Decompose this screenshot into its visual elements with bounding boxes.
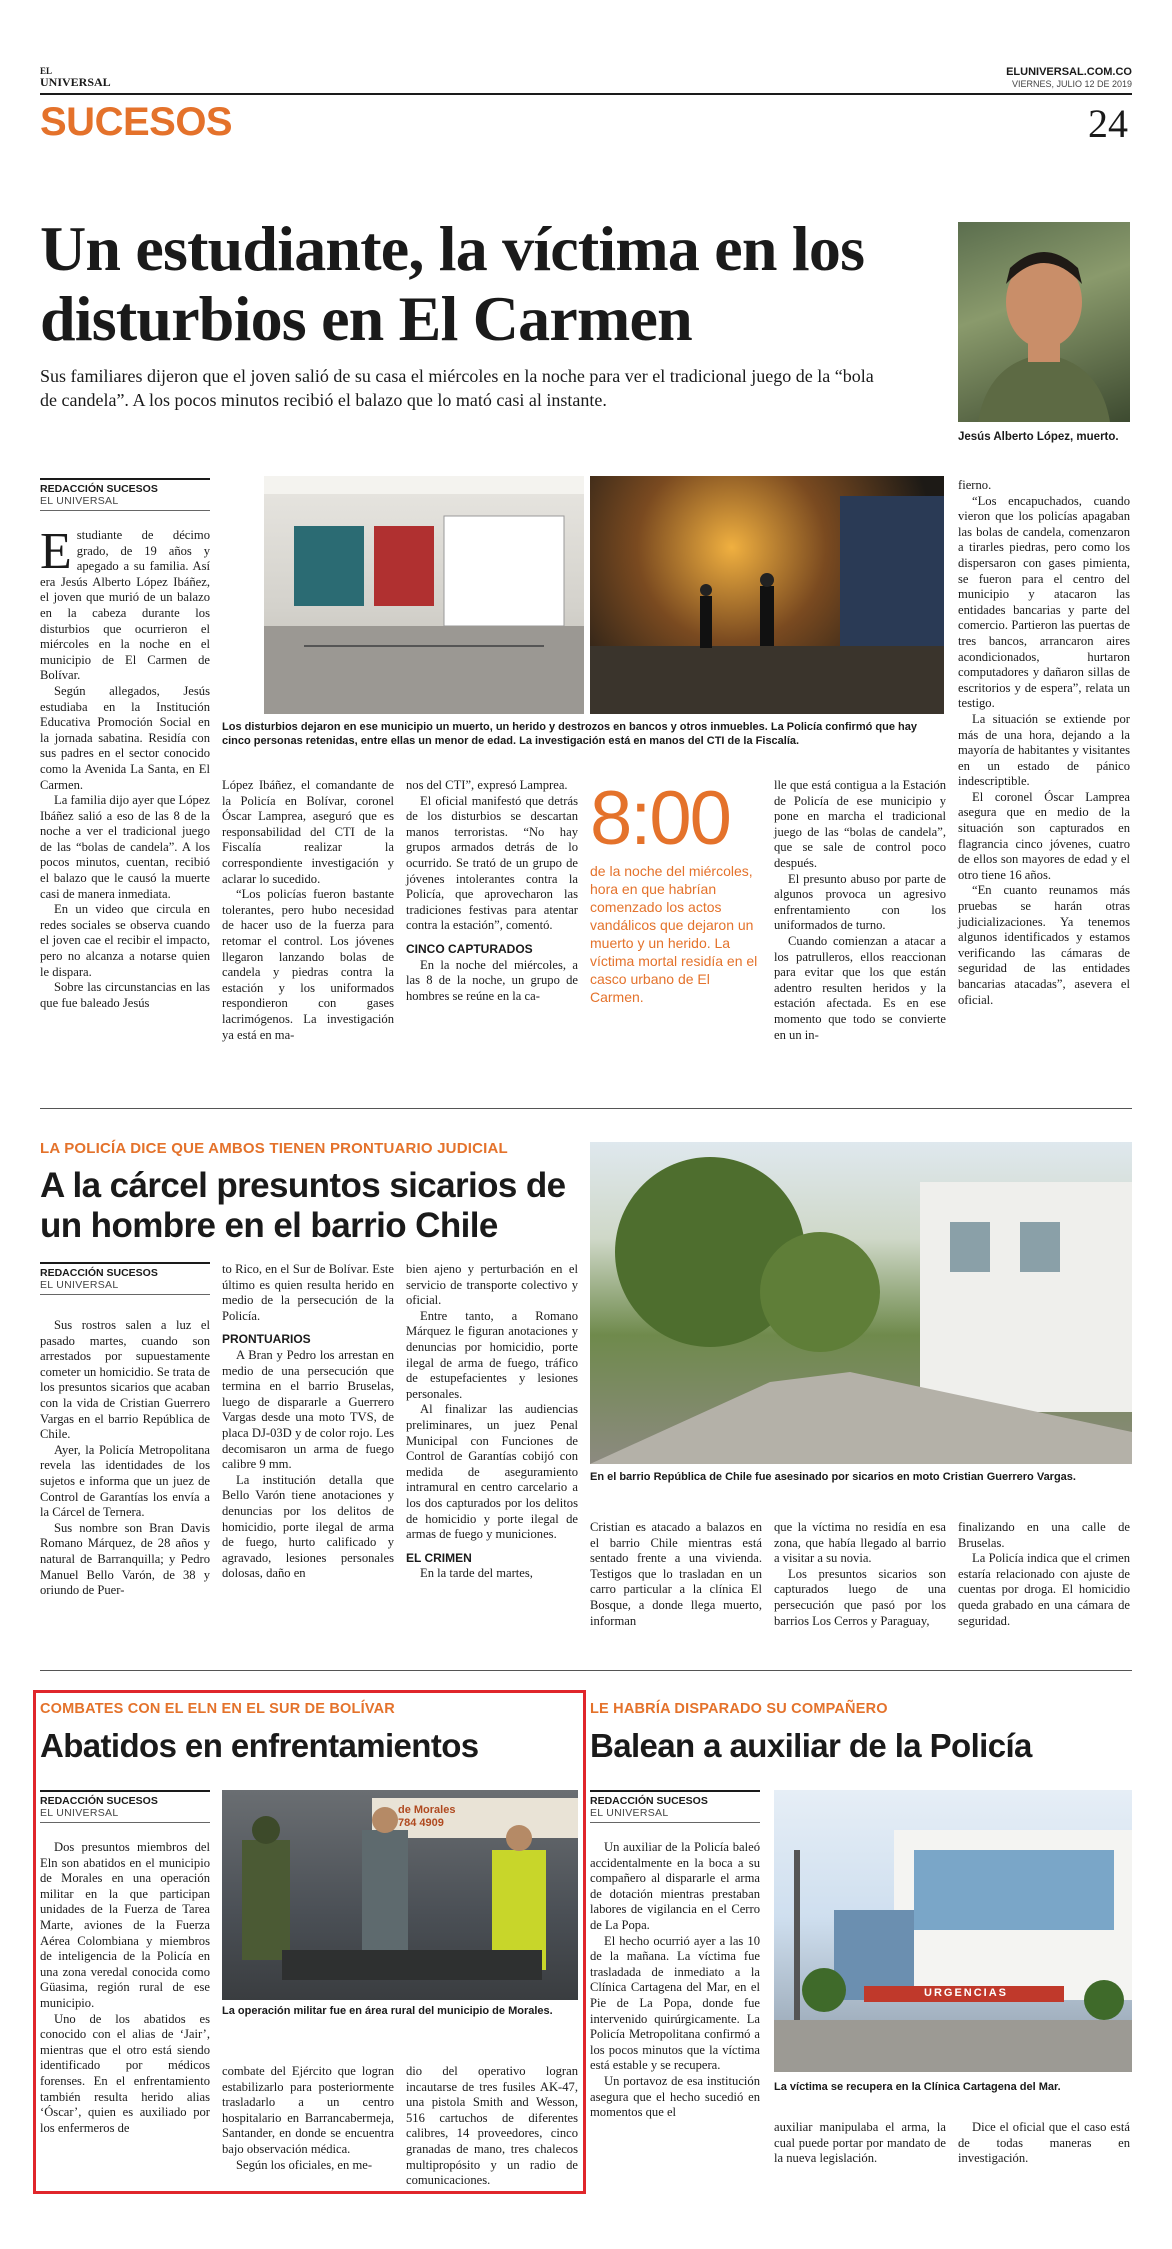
second-col3-p4: En la tarde del martes, xyxy=(420,1566,533,1581)
fourth-column-2 xyxy=(774,2120,946,2167)
military-operation-photo xyxy=(222,1790,578,2000)
second-column-6 xyxy=(958,1520,1130,1629)
lead-col5-p1: lle que está contigua a la Estación de Policía de ese municipio y pone en marcha el tradicional juego de las “bolas de candela”, que se sale de control poco después. xyxy=(774,778,946,870)
street-night-photo xyxy=(590,476,944,714)
lead-headline: Un estudiante, la víctima en los disturbios en El Carmen xyxy=(40,213,865,354)
dropcap: E xyxy=(40,523,72,580)
byline-outlet: EL UNIVERSAL xyxy=(40,495,210,511)
fourth-col2-p1: auxiliar manipulaba el arma, la cual puede portar por mandato de la nueva legislación. xyxy=(774,2120,946,2166)
second-col2-p2: A Bran y Pedro los arrestan en medio de una persecución que termina en el barrio Bruselas, luego de dispararle a Guerrero Vargas desde una moto TVS, de placa DJ-03D y de color rojo. Les decomisaron un arma de fuego calibre 9 mm. xyxy=(222,1347,394,1472)
lead-photo-caption: Los disturbios dejaron en ese municipio un muerto, un herido y destrozos en bancos y otros inmuebles. La Policía confirmó que hay cinco personas retenidas, entre ellas un menor de edad. La investigación está en manos del CTI de la Fiscalía. xyxy=(222,721,917,747)
street-night-illustration xyxy=(590,476,944,714)
portrait-photo xyxy=(958,222,1130,422)
lead-column-6 xyxy=(958,478,1130,1008)
lead-column-3 xyxy=(406,778,578,1004)
second-column-1 xyxy=(40,1318,210,1599)
lead-col5-p2: El presunto abuso por parte de algunos provoca un agresivo enfrentamiento con los uniformados de turno. xyxy=(774,871,946,933)
barrio-chile-illustration xyxy=(590,1142,1132,1464)
second-byline xyxy=(40,1262,210,1295)
stat-number: 8:00 xyxy=(590,776,730,861)
section-title: SUCESOS xyxy=(40,100,233,144)
fourth-col1-p1: Un auxiliar de la Policía baleó accidentalmente en la boca a su compañero al dispararle el arma de dotación mientras prestaban labores de vigilancia en el Cerro de La Popa. xyxy=(590,1840,760,1932)
third-kicker: COMBATES CON EL ELN EN EL SUR DE BOLÍVAR xyxy=(40,1701,395,1717)
lead-col1-p1: studiante de décimo grado, de 19 años y apegado a su familia. Así era Jesús Alberto López Ibáñez, el joven que murió de un balazo en la cabeza durante los disturbios que ocurrieron el miércoles en la noche en el municipio de El Carmen de Bolívar. xyxy=(40,528,210,683)
clinic-illustration xyxy=(774,1790,1132,2072)
third-col3-p1: dio del operativo logran incautarse de tres fusiles AK-47, una pistola Smith and Wesson, 516 cartuchos de diferentes calibres, 14 proveedores, cinco granadas de mano, tres chalecos multipropósito y un radio de comunicaciones. xyxy=(406,2064,578,2188)
site-url: ELUNIVERSAL.COM.CO xyxy=(1006,66,1132,78)
sign-line-2: 784 4909 xyxy=(398,1817,444,1829)
third-headline: Abatidos en enfrentamientos xyxy=(40,1727,479,1764)
second-column-5 xyxy=(774,1520,946,1629)
page-number: 24 xyxy=(1088,101,1128,146)
fourth-col3-p1: Dice el oficial que el caso está de todas maneras en investigación. xyxy=(958,2120,1130,2166)
lead-col5-p3: Cuando comienzan a atacar a los patrulleros, ellos reaccionan para evitar que los que están adentro resulten heridos y la estación afectada. Es en ese momento que todo se convierte en un in- xyxy=(774,933,946,1042)
logo xyxy=(40,66,111,88)
portrait-caption: Jesús Alberto López, muerto. xyxy=(958,431,1119,443)
byline-name: REDACCIÓN SUCESOS xyxy=(590,1795,708,1807)
lead-col2-p1: López Ibáñez, el comandante de la Policía en Bolívar, coronel Óscar Lamprea, aseguró que es responsabilidad del CTI de la Fiscalía realizar la correspondiente investigación y aclarar lo sucedido. xyxy=(222,778,394,886)
second-col1-p2: Ayer, la Policía Metropolitana revela las identidades de los sujetos e informa que un juez de Control de Garantías los envía a la Cárcel de Ternera. xyxy=(40,1442,210,1520)
byline-outlet: EL UNIVERSAL xyxy=(40,1279,210,1295)
photo-sign-text xyxy=(398,1804,455,1830)
fourth-photo-caption: La víctima se recupera en la Clínica Cartagena del Mar. xyxy=(774,2081,1061,2093)
bank-interior-illustration xyxy=(264,476,584,714)
clinic-photo xyxy=(774,1790,1132,2072)
second-col4-p1: Cristian es atacado a balazos en el barrio Chile mientras está sentado frente a una vivienda. Testigos que lo trasladan en un carro particular a la clínica El Bosque, a donde llega muerto, informan xyxy=(590,1520,762,1628)
stat-text: de la noche del miércoles, hora en que habrían comenzado los actos vandálicos que dejaron un muerto y un herido. La víctima mortal residía en el casco urbano de El Carmen. xyxy=(590,863,758,1005)
lead-column-2 xyxy=(222,778,394,1043)
second-col5-p1: que la víctima no residía en esa zona, que había llegado al barrio a visitar a su novia. xyxy=(774,1520,946,1566)
stat-callout xyxy=(590,776,758,1006)
lead-col6-p1: fierno. xyxy=(958,478,992,492)
third-col1-p1: Dos presuntos miembros del Eln son abatidos en el municipio de Morales en una operación militar en la que participan unidades de la Fuerza de Tarea Marte, aviones de la Fuerza Aérea Colombiana y miembros de inteligencia de la Policía en una zona veredal conocida como Güasima, región rural de ese municipio. xyxy=(40,1840,210,2010)
third-column-2 xyxy=(222,2064,394,2173)
second-col2-heading: PRONTUARIOS xyxy=(222,1332,311,1347)
lead-col2-p2: “Los policías fueron bastante tolerantes, pero hubo necesidad de hacer uso de la fuerza para retomar el control. Los jóvenes llegaron lanzando bolas de candela y piedras contra la estación y los uniformados respondieron con gases lacrimógenos. La investigación ya está en ma- xyxy=(222,887,394,1042)
third-column-3 xyxy=(406,2064,578,2189)
second-column-4 xyxy=(590,1520,762,1629)
lead-column-5 xyxy=(774,778,946,1043)
lead-col1-p4: En un video que circula en redes sociales se observa cuando el joven cae el recibir el impacto, pero no alcanza a notarse quien le dispara. xyxy=(40,902,210,979)
second-headline: A la cárcel presuntos sicarios de un hombre en el barrio Chile xyxy=(40,1166,566,1245)
masthead-rule xyxy=(40,93,1132,95)
fourth-col1-p2: El hecho ocurrió ayer a las 10 de la mañana. La víctima fue trasladada de inmediato a la Clínica Cartagena del Mar, en el Pie de La Popa, donde fue intervenido quirúrgicamente. La Policía Metropolitana confirmó a los pocos minutos que la víctima está estable y se recupera. xyxy=(590,1933,760,2073)
fourth-byline xyxy=(590,1790,760,1823)
second-column-3 xyxy=(406,1262,578,1582)
byline-name: REDACCIÓN SUCESOS xyxy=(40,1795,158,1807)
fourth-col1-p3: Un portavoz de esa institución asegura que el hecho sucedió en momentos que el xyxy=(590,2073,760,2120)
masthead xyxy=(40,66,1132,156)
second-col6-p2: La Policía indica que el crimen estaría relacionado con ajuste de cuentas por droga. El homicidio queda grabado en una cámara de seguridad. xyxy=(958,1551,1130,1628)
section-divider-1 xyxy=(40,1108,1132,1109)
second-kicker: LA POLICÍA DICE QUE AMBOS TIENEN PRONTUARIO JUDICIAL xyxy=(40,1140,508,1157)
fourth-column-3 xyxy=(958,2120,1130,2167)
lead-col3-heading: CINCO CAPTURADOS xyxy=(406,941,533,956)
third-photo-caption: La operación militar fue en área rural del municipio de Morales. xyxy=(222,2005,553,2017)
second-col3-heading: EL CRIMEN xyxy=(406,1550,472,1565)
fourth-headline: Balean a auxiliar de la Policía xyxy=(590,1727,1032,1764)
lead-byline xyxy=(40,478,210,511)
lead-col6-p3: La situación se extiende por más de una hora, dejando a la mayoría de habitantes y visitantes en un estado de pánico indescriptible. xyxy=(958,711,1130,789)
lead-col1-p3: La familia dijo ayer que López Ibáñez salió a eso de las 8 de la noche a ver el tradicional juego de las “bolas de candela”. A los pocos minutos, cuentan, recibió el balazo que le causó la muerte casi de manera inmediata. xyxy=(40,793,210,901)
lead-deck: Sus familiares dijeron que el joven salió de su casa el miércoles en la noche para ver el tradicional juego de la “bola de candela”. A los pocos minutos recibió el balazo que lo mató casi al instante. xyxy=(40,366,874,410)
lead-col3-p2: El oficial manifestó que detrás de los disturbios se descartan manos terroristas. “No hay grupos armados detrás de lo ocurrido. Se trató de un grupo de jóvenes intolerantes contra la Policía, que aprovecharon las tradiciones festivas para atentar contra la estación”, comentó. xyxy=(406,793,578,933)
byline-outlet: EL UNIVERSAL xyxy=(40,1807,210,1823)
third-column-1 xyxy=(40,1840,210,2136)
issue-date: VIERNES, JULIO 12 DE 2019 xyxy=(1011,79,1132,89)
barrio-chile-photo xyxy=(590,1142,1132,1464)
byline-outlet: EL UNIVERSAL xyxy=(590,1807,760,1823)
lead-column-1 xyxy=(40,523,210,1011)
logo-line-2: UNIVERSAL xyxy=(40,75,111,89)
second-col2-p3: La institución detalla que Bello Varón tiene anotaciones y denuncias por los delitos de homicidio, porte ilegal de arma de fuego, hurto calificado y agravado, lesiones personales dolosas, daño en xyxy=(222,1472,394,1581)
portrait-illustration xyxy=(958,222,1130,422)
third-col1-p2: Uno de los abatidos es conocido con el alias de ‘Jair’, mientras que el otro está siendo identificado por médicos forenses. En el enfrentamiento también resulta herido alias ‘Óscar’, quien es auxiliado por los enfermeros de xyxy=(40,2011,210,2135)
lead-col3-p3: En la noche del miércoles, a las 8 de la noche, un grupo de hombres se reúne en la ca- xyxy=(406,957,578,1003)
third-col2-p1: combate del Ejército que logran estabilizarlo para posteriormente trasladarlo a un centro hospitalario en Barrancabermeja, Santander, en donde se encuentra bajo observación médica. xyxy=(222,2064,394,2156)
section-divider-2 xyxy=(40,1670,1132,1671)
lead-col6-p5: “En cuanto reunamos más pruebas se harán otras judicializaciones. Ya tenemos algunos identificados y estamos verificando las cámaras de seguridad de las entidades bancarias atacadas”, asevera el oficial. xyxy=(958,883,1130,1007)
byline-name: REDACCIÓN SUCESOS xyxy=(40,483,158,495)
second-col3-p1: bien ajeno y perturbación en el servicio de transporte colectivo y oficial. xyxy=(406,1262,578,1308)
fourth-column-1 xyxy=(590,1840,760,2121)
sign-line-1: de Morales xyxy=(398,1804,456,1816)
second-col2-p1: to Rico, en el Sur de Bolívar. Este último es quien resulta herido en medio de la persecución de la Policía. xyxy=(222,1262,394,1323)
bank-interior-photo xyxy=(264,476,584,714)
lead-col6-p4: El coronel Óscar Lamprea asegura que en medio de la situación son capturados en flagrancia cinco jóvenes, cuatro de ellos son mayores de edad y el otro tiene 16 años. xyxy=(958,789,1130,882)
lead-col6-p2: “Los encapuchados, cuando vieron que los policías apagaban las bolas de candela, comenzaron a tirarles piedras, pero como los dispersaron con gases pimienta, se fueron para el centro del municipio y atacaron las entidades bancarias y parte del comercio. Partieron las puertas de tres bancos, arrancaron aires acondicionados, hurtaron computadores y dañaron sillas de escritorios y de espera”, relata un testigo. xyxy=(958,493,1130,711)
second-column-2 xyxy=(222,1262,394,1582)
second-col5-p2: Los presuntos sicarios son capturados luego de una persecución que pasó por los barrios Los Cerros y Paraguay, xyxy=(774,1566,946,1628)
lead-col1-p5: Sobre las circunstancias en las que fue baleado Jesús xyxy=(40,980,210,1010)
second-col3-p2: Entre tanto, a Romano Márquez le figuran anotaciones y denuncias por homicidio, porte ilegal de arma de fuego, tráfico de estupefacientes y lesiones personales. xyxy=(406,1308,578,1401)
clinic-sign-text: URGENCIAS xyxy=(924,1987,1009,1999)
third-byline xyxy=(40,1790,210,1823)
second-col1-p3: Sus nombre son Bran Davis Romano Márquez, de 28 años y natural de Barranquilla; y Pedro Manuel Bello Varón, de 38 y oriundo de Puer- xyxy=(40,1520,210,1598)
lead-col1-p2: Según allegados, Jesús estudiaba en la Institución Educativa Promoción Social en la jornada sabatina. Residía con sus padres en el sector conocido como la Avenida La Santa, en El Carmen. xyxy=(40,683,210,792)
byline-name: REDACCIÓN SUCESOS xyxy=(40,1267,158,1279)
second-col3-p3: Al finalizar las audiencias preliminares, un juez Penal Municipal con Funciones de Control de Garantías cobijó con medida de aseguramiento intramural en centro carcelario a los dos capturados por los delitos de homicidio y porte ilegal de armas de fuego y municiones. xyxy=(406,1402,578,1542)
second-col1-p1: Sus rostros salen a luz el pasado martes, cuando son arrestados por supuestamente cometer un homicidio. Se trata de los presuntos sicarios que acaban con la vida de Cristian Guerrero Vargas en el barrio República de Chile. xyxy=(40,1318,210,1442)
second-photo-caption: En el barrio República de Chile fue asesinado por sicarios en moto Cristian Guerrero Vargas. xyxy=(590,1471,1076,1483)
second-col6-p1: finalizando en una calle de Bruselas. xyxy=(958,1520,1130,1550)
fourth-kicker: LE HABRÍA DISPARADO SU COMPAÑERO xyxy=(590,1701,888,1717)
logo-line-1: EL xyxy=(40,66,53,76)
third-col2-p2: Según los oficiales, en me- xyxy=(236,2157,373,2172)
lead-col3-p1: nos del CTI”, expresó Lamprea. xyxy=(406,778,568,792)
